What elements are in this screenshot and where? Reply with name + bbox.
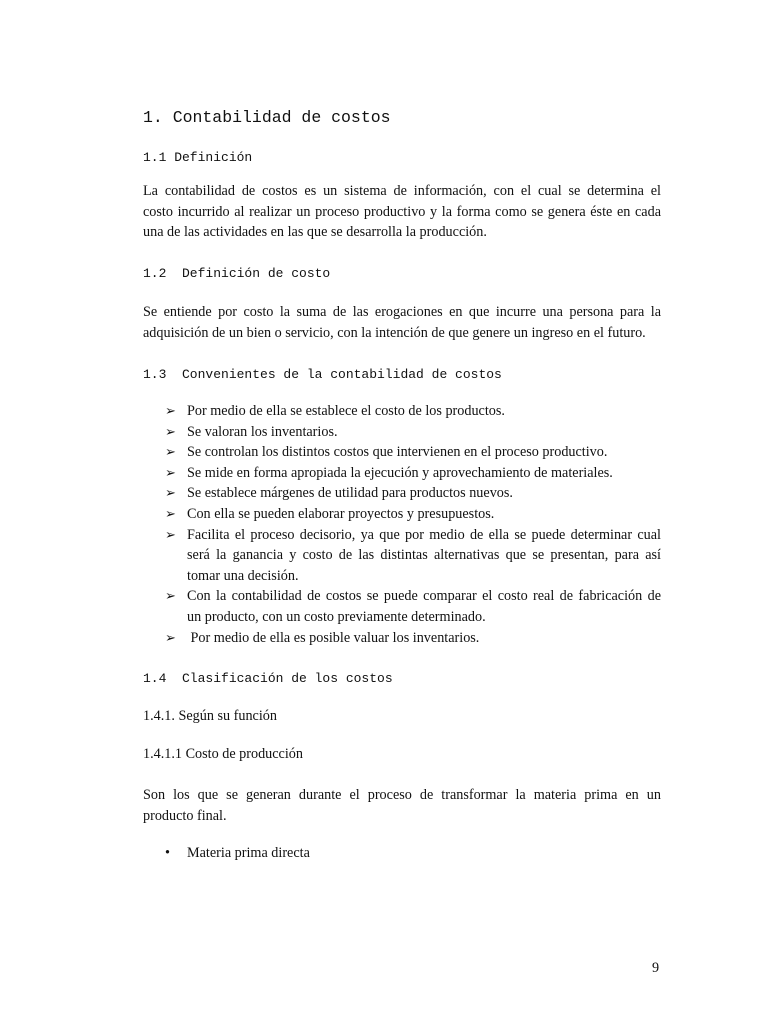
list-item: [143, 525, 661, 587]
list-item: [143, 422, 661, 443]
section-1-1-heading: 1.1 Definición: [143, 150, 253, 165]
list-item: [143, 442, 661, 463]
chapter-heading: 1. Contabilidad de costos: [143, 108, 391, 127]
list-item: [143, 586, 661, 627]
section-1-3-heading: 1.3 Convenientes de la contabilidad de costos: [143, 367, 502, 382]
page-number: 9: [652, 960, 660, 976]
paragraph-line: adquisición de un bien o servicio, con la intención de que genere un ingreso en el futuro.: [143, 324, 646, 341]
list-item-text: Se establece márgenes de utilidad para productos nuevos.: [187, 485, 513, 502]
arrow-bullet-icon: ➢: [165, 464, 176, 480]
list-item-text: Facilita el proceso decisorio, ya que por medio de ella se puede determinar cual: [187, 526, 661, 543]
list-item: [143, 504, 661, 525]
list-item-text: Por medio de ella es posible valuar los inventarios.: [187, 629, 480, 646]
bullet-dot-icon: •: [165, 845, 170, 861]
paragraph-line: Se entiende por costo la suma de las erogaciones en que incurre una persona para la: [143, 304, 661, 320]
arrow-bullet-icon: ➢: [165, 403, 176, 418]
section-1-4-heading: 1.4 Clasificación de los costos: [143, 671, 393, 686]
paragraph-line: costo incurrido al realizar un proceso productivo y la forma como se genera éste en cada: [143, 203, 661, 220]
arrow-bullet-icon: ➢: [165, 444, 176, 460]
arrow-bullet-icon: ➢: [165, 629, 176, 645]
list-item-text: Materia prima directa: [187, 845, 310, 861]
list-item-text: Se valoran los inventarios.: [187, 423, 338, 440]
list-item-text: será la ganancia y costo de las distintas alternativas que se presentan, para así: [187, 547, 661, 564]
list-item: [143, 845, 310, 862]
list-item-text: tomar una decisión.: [187, 567, 299, 584]
list-item: [143, 483, 661, 504]
paragraph-line: Son los que se generan durante el proceso de transformar la materia prima en un: [143, 787, 661, 803]
arrow-bullet-icon: ➢: [165, 588, 176, 604]
paragraph-line: producto final.: [143, 807, 227, 824]
subsection-1-4-1-1-heading: 1.4.1.1 Costo de producción: [143, 746, 303, 762]
paragraph-line: La contabilidad de costos es un sistema de información, con el cual se determina el: [143, 183, 661, 199]
list-item-text: un producto, con un costo previamente determinado.: [187, 608, 486, 625]
list-item: [143, 628, 661, 649]
paragraph-line: una de las actividades en las que se desarrolla la producción.: [143, 224, 487, 241]
list-item-text: Por medio de ella se establece el costo de los productos.: [187, 403, 505, 419]
list-item-text: Con la contabilidad de costos se puede comparar el costo real de fabricación de: [187, 588, 661, 605]
cost-elements-list: [143, 845, 310, 862]
arrow-bullet-icon: ➢: [165, 423, 176, 439]
section-1-4-paragraph: [143, 785, 661, 826]
arrow-bullet-icon: ➢: [165, 485, 176, 501]
arrow-bullet-icon: ➢: [165, 526, 176, 542]
advantages-list: [143, 401, 661, 648]
section-1-1-paragraph: [143, 181, 661, 243]
list-item-text: Con ella se pueden elaborar proyectos y presupuestos.: [187, 505, 495, 522]
subsection-1-4-1-heading: 1.4.1. Según su función: [143, 708, 277, 724]
list-item: [143, 463, 661, 484]
list-item: [143, 401, 661, 422]
list-item-text: Se controlan los distintos costos que intervienen en el proceso productivo.: [187, 444, 608, 461]
arrow-bullet-icon: ➢: [165, 505, 176, 521]
list-item-text: Se mide en forma apropiada la ejecución y aprovechamiento de materiales.: [187, 464, 613, 481]
section-1-2-paragraph: [143, 302, 661, 343]
section-1-2-heading: 1.2 Definición de costo: [143, 266, 331, 281]
